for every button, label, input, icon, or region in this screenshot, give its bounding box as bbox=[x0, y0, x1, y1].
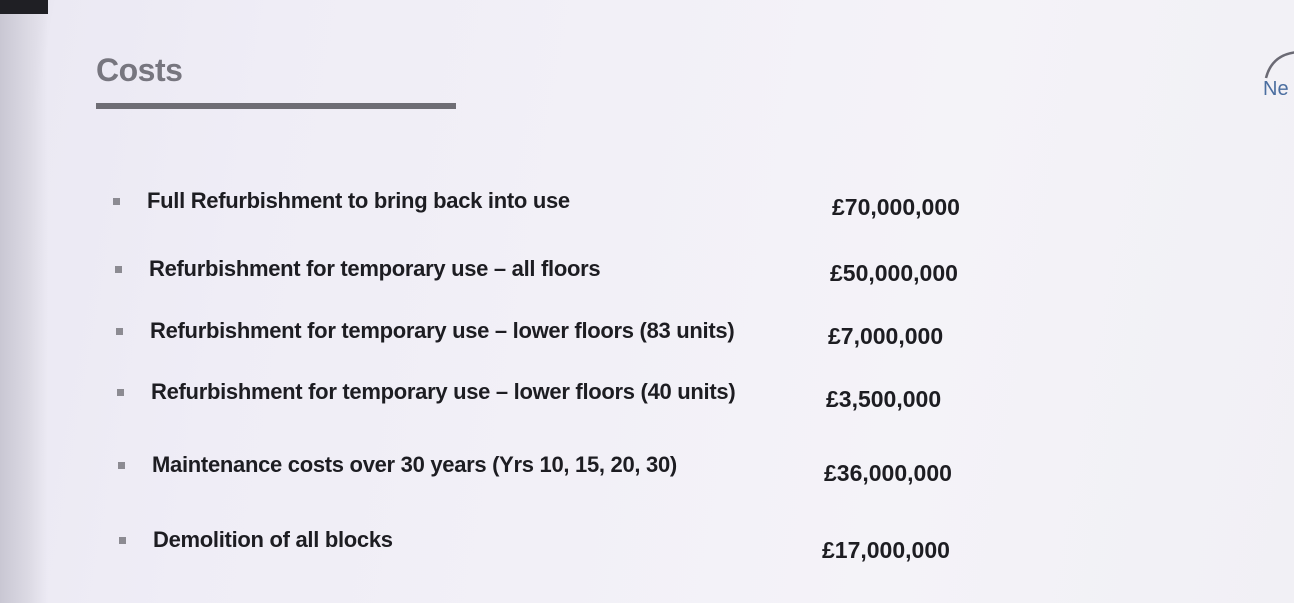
list-item bbox=[118, 450, 677, 480]
background-corner bbox=[0, 0, 48, 14]
list-item bbox=[119, 525, 393, 555]
bullet-icon bbox=[113, 198, 120, 205]
page-title: Costs bbox=[96, 52, 183, 88]
bullet-icon bbox=[118, 462, 125, 469]
item-label: Maintenance costs over 30 years (Yrs 10, 15, 20, 30) bbox=[152, 452, 677, 477]
item-label: Full Refurbishment to bring back into use bbox=[147, 188, 570, 213]
item-amount: £17,000,000 bbox=[822, 537, 950, 563]
item-label: Refurbishment for temporary use – lower floors (40 units) bbox=[151, 379, 736, 404]
logo-text: Ne bbox=[1263, 78, 1289, 100]
bullet-icon bbox=[116, 328, 123, 335]
item-amount: £70,000,000 bbox=[832, 194, 960, 220]
list-item bbox=[113, 186, 570, 216]
bullet-icon bbox=[117, 389, 124, 396]
item-amount: £3,500,000 bbox=[826, 386, 942, 412]
list-item bbox=[116, 316, 734, 346]
title-underline bbox=[96, 103, 456, 109]
list-item bbox=[117, 377, 735, 407]
item-label: Demolition of all blocks bbox=[153, 527, 393, 552]
page-edge-shadow bbox=[0, 0, 48, 603]
item-amount: £7,000,000 bbox=[828, 323, 944, 349]
item-amount: £36,000,000 bbox=[824, 460, 952, 486]
list-item bbox=[115, 254, 600, 284]
item-label: Refurbishment for temporary use – lower floors (83 units) bbox=[150, 318, 735, 343]
bullet-icon bbox=[115, 266, 122, 273]
item-amount: £50,000,000 bbox=[830, 260, 958, 286]
item-label: Refurbishment for temporary use – all floors bbox=[149, 256, 601, 281]
bullet-icon bbox=[119, 537, 126, 544]
